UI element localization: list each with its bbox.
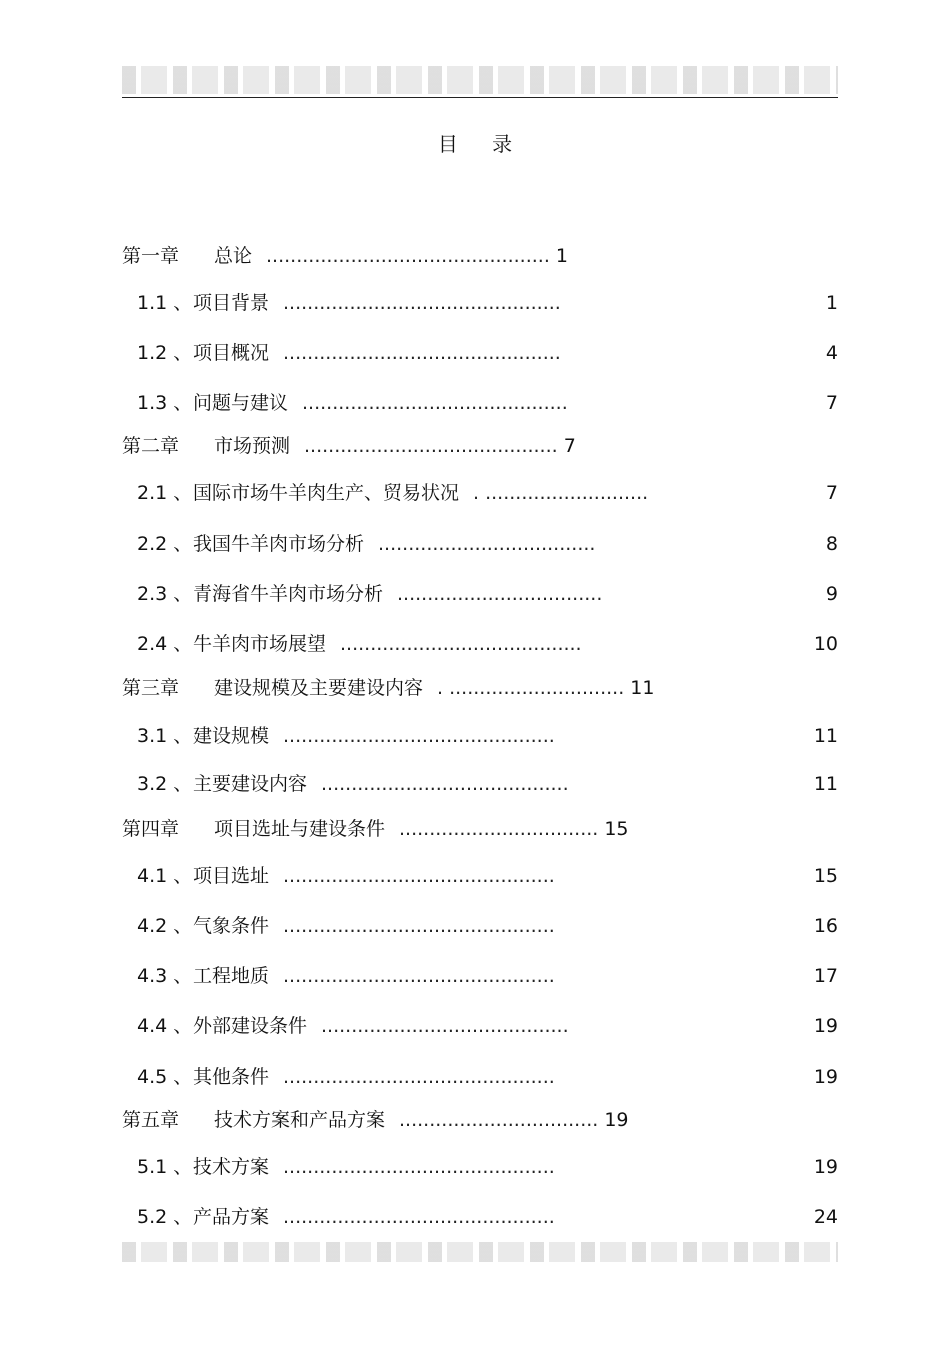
toc-leader-dots: ............................................. — [283, 915, 555, 937]
toc-leader-dots: .............................................. — [283, 342, 561, 364]
toc-number: 3.2 、 — [137, 773, 193, 795]
toc-number: 第二章 — [122, 435, 180, 457]
toc-number: 1.2 、 — [137, 342, 193, 364]
toc-title: 项目背景 — [193, 292, 270, 314]
toc-number: 1.1 、 — [137, 292, 193, 314]
toc-page-number: 19 — [604, 1109, 629, 1131]
footer-watermark-noise — [122, 1242, 838, 1262]
toc-entry-section-4-5[interactable] — [137, 1064, 838, 1090]
toc-page-number: 16 — [813, 915, 838, 937]
toc-entry-section-3-1[interactable] — [137, 723, 838, 749]
toc-leader-dots: ........................................ — [340, 633, 582, 655]
toc-page-number: 7 — [563, 435, 576, 457]
toc-title: 其他条件 — [193, 1066, 270, 1088]
toc-entry-chapter-5[interactable] — [122, 1107, 629, 1133]
toc-title: 市场预测 — [214, 435, 291, 457]
toc-number: 5.1 、 — [137, 1156, 193, 1178]
toc-leader-dots: ............................................. — [283, 965, 555, 987]
toc-leader-dots: ................................. — [399, 1109, 599, 1131]
toc-page-number: 8 — [825, 533, 838, 555]
toc-title: 产品方案 — [193, 1206, 270, 1228]
toc-number: 4.5 、 — [137, 1066, 193, 1088]
toc-leader-dots: ............................................... — [266, 245, 550, 267]
toc-title: 主要建设内容 — [193, 773, 308, 795]
toc-number: 4.3 、 — [137, 965, 193, 987]
toc-title: 总论 — [214, 245, 253, 267]
toc-leader-dots: .......................................... — [304, 435, 558, 457]
toc-title: 外部建设条件 — [193, 1015, 308, 1037]
toc-number: 2.3 、 — [137, 583, 193, 605]
toc-entry-section-5-2[interactable] — [137, 1204, 838, 1230]
toc-leader-dots: ............................................ — [302, 392, 568, 414]
toc-page-number: 17 — [813, 965, 838, 987]
toc-title: 我国牛羊肉市场分析 — [193, 533, 365, 555]
toc-entry-chapter-2[interactable] — [122, 433, 576, 459]
toc-entry-section-4-2[interactable] — [137, 913, 838, 939]
toc-number: 2.1 、 — [137, 482, 193, 504]
toc-number: 4.1 、 — [137, 865, 193, 887]
toc-leader-dots: ......................................... — [321, 773, 569, 795]
toc-entry-section-5-1[interactable] — [137, 1154, 838, 1180]
toc-page-number: 10 — [813, 633, 838, 655]
toc-leader-dots: ......................................... — [321, 1015, 569, 1037]
toc-title: 项目选址 — [193, 865, 270, 887]
toc-leader-dots: .................................... — [378, 533, 596, 555]
toc-entry-section-1-3[interactable] — [137, 390, 838, 416]
toc-page-number: 4 — [825, 342, 838, 364]
toc-entry-section-3-2[interactable] — [137, 771, 838, 797]
toc-title: 技术方案和产品方案 — [214, 1109, 386, 1131]
toc-title: 技术方案 — [193, 1156, 270, 1178]
toc-page-number: 19 — [813, 1156, 838, 1178]
toc-title: 青海省牛羊肉市场分析 — [193, 583, 384, 605]
toc-title: 建设规模及主要建设内容 — [214, 677, 424, 699]
toc-number: 第五章 — [122, 1109, 180, 1131]
toc-title: 项目概况 — [193, 342, 270, 364]
toc-entry-section-4-3[interactable] — [137, 963, 838, 989]
toc-number: 4.4 、 — [137, 1015, 193, 1037]
toc-entry-chapter-4[interactable] — [122, 816, 629, 842]
toc-number: 第四章 — [122, 818, 180, 840]
page-title: 目 录 — [437, 132, 527, 156]
toc-page-number: 19 — [813, 1015, 838, 1037]
toc-entry-section-4-1[interactable] — [137, 863, 838, 889]
toc-page-number: 24 — [813, 1206, 838, 1228]
toc-number: 3.1 、 — [137, 725, 193, 747]
toc-leader-dots: .............................................. — [283, 292, 561, 314]
toc-number: 第三章 — [122, 677, 180, 699]
toc-title: 建设规模 — [193, 725, 270, 747]
toc-page-number: 1 — [825, 292, 838, 314]
toc-page-number: 11 — [813, 773, 838, 795]
toc-number: 第一章 — [122, 245, 180, 267]
toc-page-number: 9 — [825, 583, 838, 605]
toc-leader-dots: ............................................. — [283, 1066, 555, 1088]
toc-entry-section-1-2[interactable] — [137, 340, 838, 366]
toc-title: 国际市场牛羊肉生产、贸易状况 — [193, 482, 460, 504]
toc-page-number: 15 — [813, 865, 838, 887]
toc-title: 问题与建议 — [193, 392, 289, 414]
toc-entry-chapter-3[interactable] — [122, 675, 654, 701]
toc-title: 项目选址与建设条件 — [214, 818, 386, 840]
toc-leader-dots: ............................................. — [283, 1156, 555, 1178]
toc-number: 1.3 、 — [137, 392, 193, 414]
toc-entry-chapter-1[interactable] — [122, 243, 568, 269]
toc-leader-dots: ................................. — [399, 818, 599, 840]
toc-page-number: 1 — [555, 245, 568, 267]
toc-page-number: 7 — [825, 482, 838, 504]
toc-leader-dots: ............................................. — [283, 865, 555, 887]
toc-entry-section-2-4[interactable] — [137, 631, 838, 657]
toc-page-number: 7 — [825, 392, 838, 414]
toc-leader-dots: ............................................. — [283, 1206, 555, 1228]
toc-entry-section-2-3[interactable] — [137, 581, 838, 607]
toc-title: 牛羊肉市场展望 — [193, 633, 327, 655]
toc-leader-dots: ............................................. — [283, 725, 555, 747]
toc-number: 5.2 、 — [137, 1206, 193, 1228]
toc-number: 4.2 、 — [137, 915, 193, 937]
toc-title: 气象条件 — [193, 915, 270, 937]
toc-number: 2.4 、 — [137, 633, 193, 655]
toc-entry-section-1-1[interactable] — [137, 290, 838, 316]
toc-page-number: 15 — [604, 818, 629, 840]
toc-leader-dots: .................................. — [397, 583, 603, 605]
toc-entry-section-2-1[interactable] — [137, 480, 838, 506]
toc-page-number: 11 — [630, 677, 655, 699]
toc-number: 2.2 、 — [137, 533, 193, 555]
toc-title: 工程地质 — [193, 965, 270, 987]
toc-leader-dots: . ........................... — [473, 482, 649, 504]
toc-page-number: 11 — [813, 725, 838, 747]
toc-leader-dots: . ............................. — [437, 677, 625, 699]
toc-entry-section-2-2[interactable] — [137, 531, 838, 557]
toc-page-number: 19 — [813, 1066, 838, 1088]
toc-entry-section-4-4[interactable] — [137, 1013, 838, 1039]
